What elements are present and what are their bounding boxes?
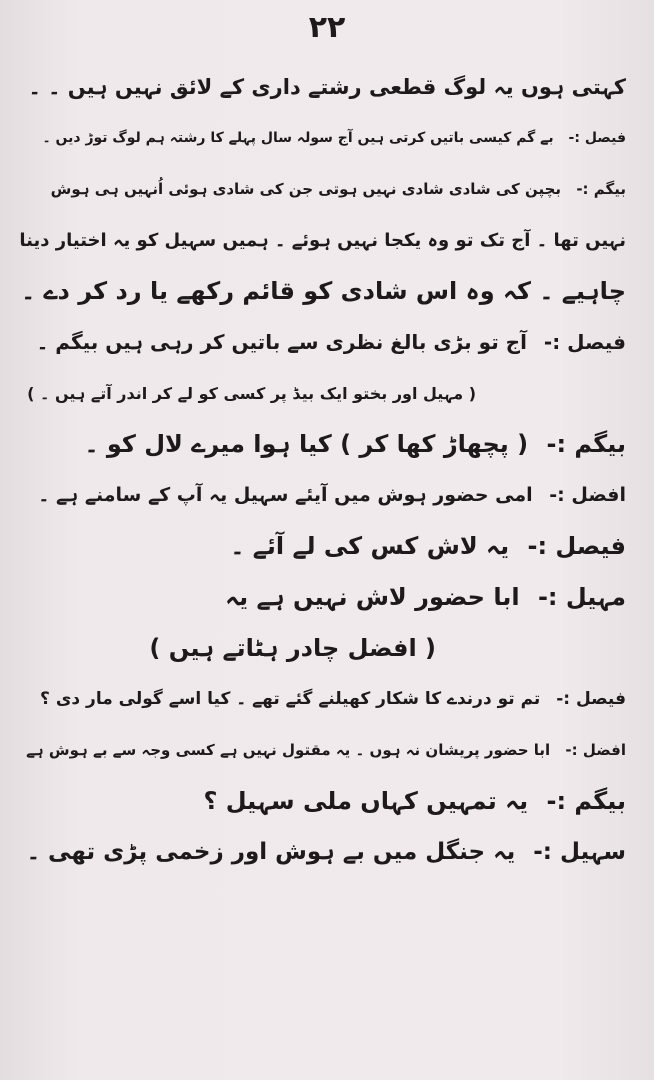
line-text: ( مہیل اور بختو ایک بیڈ پر کسی کو لے کر اندر آتے ہیں ۔ ): [27, 384, 476, 403]
speaker-name: فیصل :-: [527, 532, 626, 560]
line-text: امی حضور ہوش میں آیئے سہیل یہ آپ کے سامنے ہے ۔: [38, 484, 533, 506]
line-text: ( افضل چادر ہٹاتے ہیں ): [149, 634, 436, 662]
text-line: [14, 215, 626, 266]
line-text: کہتی ہوں یہ لوگ قطعی رشتے داری کے لائق نہیں ہیں ۔ ۔: [28, 75, 626, 99]
line-text: ( پچھاڑ کھا کر ) کیا ہوا میرے لال کو ۔: [84, 430, 529, 458]
line-text: بے گم کیسی باتیں کرتی ہیں آج سولہ سال پہلے کا رشتہ ہم لوگ توڑ دیں ۔: [42, 130, 554, 146]
dialogue-line: [14, 521, 626, 572]
speaker-name: سہیل :-: [533, 839, 626, 865]
dialogue-line: [14, 827, 626, 878]
line-text: نہیں تھا ۔ آج تک تو وہ یکجا نہیں ہوئے ۔ ہمیں سہیل کو یہ اختیار دینا: [19, 230, 626, 251]
line-text: یہ جنگل میں بے ہوش اور زخمی پڑی تھی ۔: [26, 839, 516, 865]
dialogue-line: [14, 164, 626, 215]
line-text: یہ تمہیں کہاں ملی سہیل ؟: [203, 787, 529, 815]
dialogue-text: [14, 62, 626, 878]
dialogue-line: [14, 113, 626, 164]
dialogue-line: [14, 674, 626, 725]
speaker-name: بیگم :-: [546, 430, 626, 458]
speaker-name: فیصل :-: [543, 330, 626, 354]
text-line: [14, 266, 626, 317]
line-text: ابا حضور لاش نہیں ہے یہ: [225, 583, 520, 611]
speaker-name: مہیل :-: [537, 583, 626, 611]
speaker-name: بیگم :-: [576, 180, 626, 198]
dialogue-line: [14, 419, 626, 470]
stage-direction: [14, 368, 626, 419]
line-text: چاہیے ۔ کہ وہ اس شادی کو قائم رکھے یا رد کر دے ۔: [21, 277, 626, 305]
line-text: ابا حضور پریشان نہ ہوں ۔ یہ مقتول نہیں ہے کسی وجہ سے بے ہوش ہے: [26, 741, 551, 759]
stage-direction: [14, 623, 626, 674]
line-text: آج تو بڑی بالغ نظری سے باتیں کر رہی ہیں بیگم ۔: [36, 330, 527, 354]
speaker-name: فیصل :-: [556, 689, 626, 709]
line-text: تم تو درندے کا شکار کھیلنے گئے تھے ۔ کیا اسے گولی مار دی ؟: [40, 689, 541, 709]
dialogue-line: [14, 725, 626, 776]
speaker-name: افضل :-: [565, 741, 626, 759]
dialogue-line: [14, 317, 626, 368]
dialogue-line: [14, 470, 626, 521]
line-text: بچپن کی شادی شادی نہیں ہوتی جن کی شادی ہوئی اُنہیں ہی ہوش: [50, 180, 562, 198]
dialogue-line: [14, 776, 626, 827]
text-line: [14, 62, 626, 113]
speaker-name: فیصل :-: [568, 130, 626, 146]
speaker-name: بیگم :-: [546, 787, 626, 815]
speaker-name: افضل :-: [549, 484, 626, 506]
dialogue-line: [14, 572, 626, 623]
line-text: یہ لاش کس کی لے آئے ۔: [230, 532, 510, 560]
page-number: ۲۲: [308, 10, 346, 45]
